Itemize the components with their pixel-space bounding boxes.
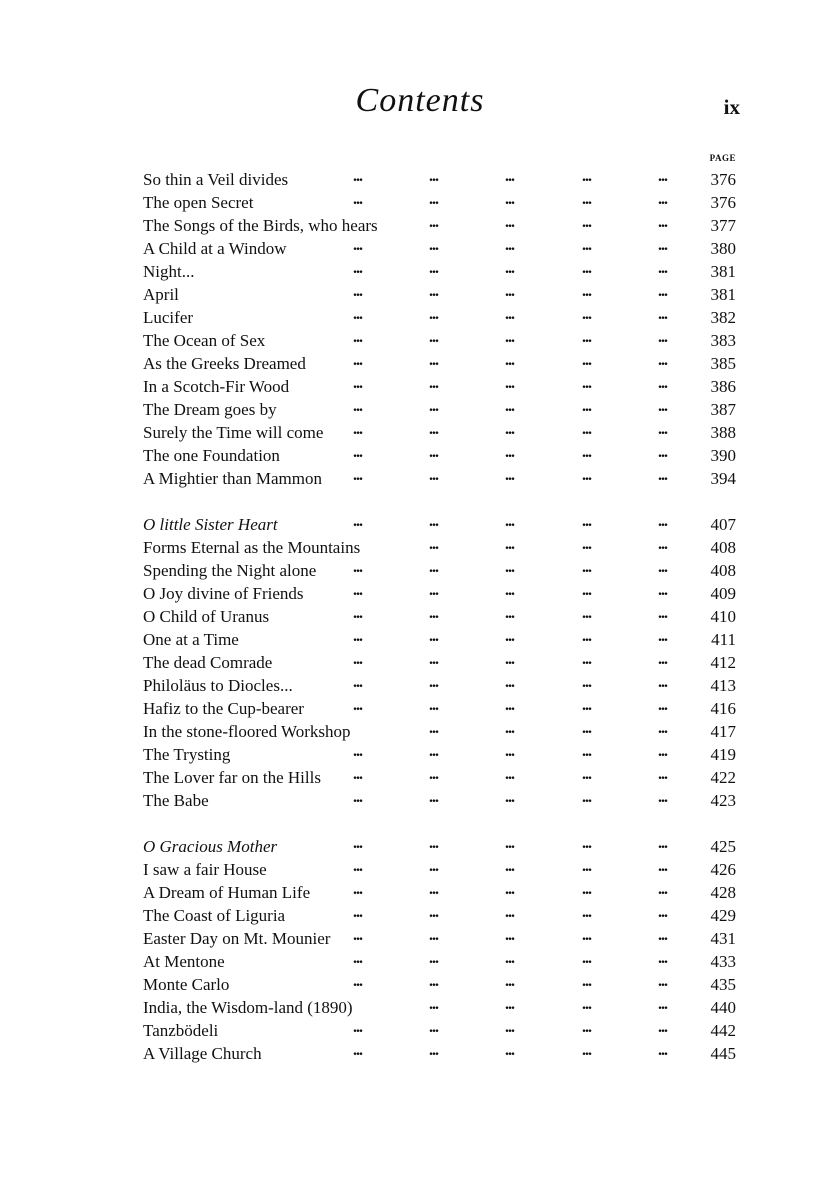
leader-dots: ... [658, 237, 667, 254]
leader-dots: ... [353, 835, 362, 852]
toc-entry-page: 442 [710, 1021, 736, 1040]
toc-entry [143, 398, 736, 421]
leader-dots: ... [658, 352, 667, 369]
leader-dots: ... [505, 329, 514, 346]
leader-dots: ... [429, 168, 438, 185]
toc-entry [143, 513, 736, 536]
leader-dots: ... [353, 375, 362, 392]
toc-entry [143, 237, 736, 260]
leader-dots: ... [658, 605, 667, 622]
toc-entry-page: 377 [710, 216, 736, 235]
leader-dots: ... [353, 168, 362, 185]
toc-entry-title: Tanzbödeli [143, 1021, 219, 1040]
leader-dots: ... [429, 720, 438, 737]
leader-dots: ... [505, 743, 514, 760]
leader-dots: ... [429, 582, 438, 599]
leader-dots: ... [658, 720, 667, 737]
toc-entry-page: 376 [710, 170, 736, 189]
leader-dots: ... [582, 766, 591, 783]
toc-entry-title: At Mentone [143, 952, 225, 971]
toc-entry [143, 927, 736, 950]
toc-entry-title: O Child of Uranus [143, 607, 270, 626]
toc-entry-page: 413 [710, 676, 736, 695]
toc-entry-title: Hafiz to the Cup-bearer [143, 699, 304, 718]
leader-dots: ... [353, 674, 362, 691]
toc-entry-page: 410 [710, 607, 736, 626]
toc-entry [143, 904, 736, 927]
toc-entry [143, 375, 736, 398]
page-number: ix [723, 95, 740, 119]
toc-entry-page: 376 [710, 193, 736, 212]
toc-entry [143, 789, 736, 812]
toc-entry-page: 433 [710, 952, 736, 971]
leader-dots: ... [658, 743, 667, 760]
leader-dots: ... [658, 582, 667, 599]
toc-entry-title: Easter Day on Mt. Mounier [143, 929, 331, 948]
leader-dots: ... [353, 766, 362, 783]
toc-entry-page: 380 [710, 239, 736, 258]
leader-dots: ... [582, 283, 591, 300]
leader-dots: ... [429, 996, 438, 1013]
leader-dots: ... [658, 927, 667, 944]
leader-dots: ... [582, 789, 591, 806]
toc-entry [143, 467, 736, 490]
toc-entry-title: The Babe [143, 791, 209, 810]
leader-dots: ... [582, 191, 591, 208]
toc-entry [143, 835, 736, 858]
leader-dots: ... [505, 996, 514, 1013]
toc-section-3 [143, 835, 736, 1065]
leader-dots: ... [505, 421, 514, 438]
leader-dots: ... [505, 306, 514, 323]
leader-dots: ... [429, 352, 438, 369]
leader-dots: ... [353, 467, 362, 484]
toc-entry-title: O little Sister Heart [143, 515, 278, 534]
toc-entry-page: 411 [711, 630, 736, 649]
leader-dots: ... [658, 283, 667, 300]
toc-entry [143, 674, 736, 697]
leader-dots: ... [582, 651, 591, 668]
leader-dots: ... [505, 904, 514, 921]
leader-dots: ... [353, 1042, 362, 1059]
leader-dots: ... [505, 651, 514, 668]
leader-dots: ... [505, 628, 514, 645]
toc-entry-page: 388 [710, 423, 736, 442]
toc-entry-page: 428 [710, 883, 736, 902]
toc-entry [143, 1019, 736, 1042]
leader-dots: ... [353, 651, 362, 668]
leader-dots: ... [505, 352, 514, 369]
toc-entry-title: The Lover far on the Hills [143, 768, 321, 787]
toc-entry-page: 425 [710, 837, 736, 856]
leader-dots: ... [429, 329, 438, 346]
toc-entry-page: 386 [710, 377, 736, 396]
toc-entry-title: Forms Eternal as the Mountains [143, 538, 361, 557]
leader-dots: ... [505, 1019, 514, 1036]
leader-dots: ... [353, 1019, 362, 1036]
leader-dots: ... [582, 1019, 591, 1036]
leader-dots: ... [582, 398, 591, 415]
leader-dots: ... [582, 559, 591, 576]
leader-dots: ... [505, 720, 514, 737]
toc-entry-title: Night... [143, 262, 195, 281]
leader-dots: ... [658, 628, 667, 645]
leader-dots: ... [353, 605, 362, 622]
leader-dots: ... [582, 628, 591, 645]
leader-dots: ... [658, 1042, 667, 1059]
leader-dots: ... [353, 398, 362, 415]
toc-entry [143, 214, 736, 237]
leader-dots: ... [429, 766, 438, 783]
toc-entry-title: Monte Carlo [143, 975, 230, 994]
toc-entry-page: 419 [710, 745, 736, 764]
toc-entry-title: O Gracious Mother [143, 837, 278, 856]
toc-entry [143, 628, 736, 651]
toc-entry-page: 412 [710, 653, 736, 672]
leader-dots: ... [658, 789, 667, 806]
leader-dots: ... [429, 697, 438, 714]
toc-entry [143, 743, 736, 766]
leader-dots: ... [658, 674, 667, 691]
leader-dots: ... [658, 536, 667, 553]
toc-entry-page: 407 [710, 515, 736, 534]
toc-entry [143, 651, 736, 674]
toc-entry [143, 697, 736, 720]
leader-dots: ... [658, 766, 667, 783]
leader-dots: ... [353, 582, 362, 599]
toc-entry [143, 306, 736, 329]
leader-dots: ... [353, 881, 362, 898]
leader-dots: ... [582, 214, 591, 231]
leader-dots: ... [658, 697, 667, 714]
leader-dots: ... [505, 191, 514, 208]
leader-dots: ... [429, 375, 438, 392]
leader-dots: ... [429, 421, 438, 438]
toc-entry-title: Lucifer [143, 308, 194, 327]
leader-dots: ... [582, 444, 591, 461]
leader-dots: ... [658, 329, 667, 346]
leader-dots: ... [353, 260, 362, 277]
leader-dots: ... [582, 720, 591, 737]
leader-dots: ... [582, 467, 591, 484]
leader-dots: ... [505, 835, 514, 852]
leader-dots: ... [353, 628, 362, 645]
toc-entry [143, 973, 736, 996]
leader-dots: ... [658, 950, 667, 967]
leader-dots: ... [429, 306, 438, 323]
leader-dots: ... [505, 559, 514, 576]
leader-dots: ... [582, 352, 591, 369]
toc-entry-title: O Joy divine of Friends [143, 584, 304, 603]
toc-entry-page: 408 [710, 561, 736, 580]
leader-dots: ... [429, 743, 438, 760]
leader-dots: ... [429, 835, 438, 852]
leader-dots: ... [353, 559, 362, 576]
leader-dots: ... [582, 536, 591, 553]
toc-entry-title: The Dream goes by [143, 400, 277, 419]
leader-dots: ... [505, 674, 514, 691]
leader-dots: ... [582, 996, 591, 1013]
leader-dots: ... [429, 789, 438, 806]
toc-entry-title: In a Scotch-Fir Wood [143, 377, 290, 396]
leader-dots: ... [429, 858, 438, 875]
leader-dots: ... [505, 444, 514, 461]
leader-dots: ... [353, 743, 362, 760]
toc-entry-page: 435 [710, 975, 736, 994]
leader-dots: ... [582, 329, 591, 346]
toc-entry [143, 421, 736, 444]
leader-dots: ... [505, 582, 514, 599]
leader-dots: ... [582, 306, 591, 323]
leader-dots: ... [582, 375, 591, 392]
leader-dots: ... [582, 743, 591, 760]
leader-dots: ... [505, 1042, 514, 1059]
toc-entry-title: April [143, 285, 179, 304]
leader-dots: ... [505, 950, 514, 967]
leader-dots: ... [505, 513, 514, 530]
leader-dots: ... [658, 467, 667, 484]
leader-dots: ... [658, 996, 667, 1013]
leader-dots: ... [353, 973, 362, 990]
toc-entry-page: 423 [710, 791, 736, 810]
leader-dots: ... [353, 306, 362, 323]
leader-dots: ... [658, 904, 667, 921]
page-column-label: PAGE [709, 153, 736, 163]
toc-entry-page: 429 [710, 906, 736, 925]
toc-entry-page: 382 [710, 308, 736, 327]
toc-entry-page: 383 [710, 331, 736, 350]
toc-entry-page: 381 [710, 285, 736, 304]
leader-dots: ... [658, 191, 667, 208]
toc-entry-page: 416 [710, 699, 736, 718]
toc-entry-page: 409 [710, 584, 736, 603]
leader-dots: ... [658, 444, 667, 461]
leader-dots: ... [658, 168, 667, 185]
leader-dots: ... [658, 559, 667, 576]
toc-entry-title: Surely the Time will come [143, 423, 324, 442]
toc-entry-title: The Trysting [143, 745, 231, 764]
toc-entry [143, 260, 736, 283]
leader-dots: ... [505, 168, 514, 185]
toc-entry-title: The Songs of the Birds, who hears [143, 216, 378, 235]
leader-dots: ... [505, 536, 514, 553]
leader-dots: ... [658, 858, 667, 875]
leader-dots: ... [353, 421, 362, 438]
leader-dots: ... [353, 283, 362, 300]
leader-dots: ... [353, 950, 362, 967]
toc-entry-title: A Child at a Window [143, 239, 287, 258]
leader-dots: ... [658, 881, 667, 898]
leader-dots: ... [658, 398, 667, 415]
leader-dots: ... [429, 191, 438, 208]
leader-dots: ... [582, 168, 591, 185]
leader-dots: ... [505, 467, 514, 484]
toc-entry-page: 440 [710, 998, 736, 1017]
toc-entry [143, 1042, 736, 1065]
toc-entry-title: The Coast of Liguria [143, 906, 286, 925]
leader-dots: ... [582, 582, 591, 599]
toc-entry-page: 445 [710, 1044, 736, 1063]
toc-entry-page: 408 [710, 538, 736, 557]
leader-dots: ... [582, 904, 591, 921]
toc-entry-page: 417 [710, 722, 736, 741]
leader-dots: ... [429, 467, 438, 484]
leader-dots: ... [505, 237, 514, 254]
leader-dots: ... [658, 1019, 667, 1036]
toc-entry [143, 996, 736, 1019]
leader-dots: ... [505, 214, 514, 231]
leader-dots: ... [429, 1019, 438, 1036]
leader-dots: ... [582, 858, 591, 875]
leader-dots: ... [505, 605, 514, 622]
toc-entry [143, 559, 736, 582]
toc-entry-title: Philoläus to Diocles... [143, 676, 293, 695]
toc-entry [143, 536, 736, 559]
toc-entry [143, 168, 736, 191]
leader-dots: ... [353, 329, 362, 346]
toc-entry-title: So thin a Veil divides [143, 170, 289, 189]
toc-entry [143, 191, 736, 214]
leader-dots: ... [429, 904, 438, 921]
leader-dots: ... [505, 973, 514, 990]
toc-section-2 [143, 513, 736, 812]
leader-dots: ... [429, 283, 438, 300]
leader-dots: ... [505, 260, 514, 277]
leader-dots: ... [505, 375, 514, 392]
toc-entry-page: 422 [710, 768, 736, 787]
toc-entry-page: 387 [710, 400, 736, 419]
toc-entry [143, 720, 736, 743]
leader-dots: ... [505, 789, 514, 806]
leader-dots: ... [582, 697, 591, 714]
leader-dots: ... [582, 1042, 591, 1059]
toc-entry-title: One at a Time [143, 630, 239, 649]
leader-dots: ... [505, 858, 514, 875]
leader-dots: ... [582, 260, 591, 277]
leader-dots: ... [505, 766, 514, 783]
toc-entry [143, 605, 736, 628]
leader-dots: ... [658, 306, 667, 323]
leader-dots: ... [429, 651, 438, 668]
toc-entry [143, 881, 736, 904]
leader-dots: ... [582, 835, 591, 852]
toc-entry [143, 283, 736, 306]
toc-entry-page: 390 [710, 446, 736, 465]
leader-dots: ... [658, 651, 667, 668]
leader-dots: ... [353, 789, 362, 806]
leader-dots: ... [429, 973, 438, 990]
toc-entry-page: 381 [710, 262, 736, 281]
leader-dots: ... [429, 260, 438, 277]
leader-dots: ... [582, 237, 591, 254]
leader-dots: ... [429, 674, 438, 691]
leader-dots: ... [505, 283, 514, 300]
leader-dots: ... [353, 513, 362, 530]
leader-dots: ... [429, 881, 438, 898]
leader-dots: ... [429, 950, 438, 967]
page-title: Contents [355, 82, 485, 119]
toc-entry-title: The one Foundation [143, 446, 280, 465]
leader-dots: ... [429, 237, 438, 254]
toc-entry [143, 352, 736, 375]
leader-dots: ... [353, 858, 362, 875]
leader-dots: ... [353, 191, 362, 208]
leader-dots: ... [582, 421, 591, 438]
leader-dots: ... [505, 927, 514, 944]
leader-dots: ... [429, 1042, 438, 1059]
toc-entry [143, 858, 736, 881]
leader-dots: ... [429, 536, 438, 553]
toc-entry-title: I saw a fair House [143, 860, 267, 879]
toc-entry-page: 431 [710, 929, 736, 948]
leader-dots: ... [582, 950, 591, 967]
leader-dots: ... [582, 973, 591, 990]
toc-entry [143, 329, 736, 352]
toc-entry [143, 582, 736, 605]
toc-entry-page: 385 [710, 354, 736, 373]
toc-entry-title: Spending the Night alone [143, 561, 317, 580]
toc-entry-title: A Dream of Human Life [143, 883, 311, 902]
leader-dots: ... [353, 444, 362, 461]
toc-entry-page: 426 [710, 860, 736, 879]
leader-dots: ... [582, 513, 591, 530]
leader-dots: ... [505, 881, 514, 898]
leader-dots: ... [429, 559, 438, 576]
toc-entry-title: The dead Comrade [143, 653, 273, 672]
leader-dots: ... [429, 605, 438, 622]
toc-entry-title: India, the Wisdom-land (1890) [143, 998, 353, 1017]
leader-dots: ... [582, 881, 591, 898]
toc-entry [143, 950, 736, 973]
leader-dots: ... [353, 697, 362, 714]
leader-dots: ... [582, 605, 591, 622]
toc-entry-title: In the stone-floored Workshop [143, 722, 351, 741]
leader-dots: ... [429, 214, 438, 231]
leader-dots: ... [429, 398, 438, 415]
leader-dots: ... [658, 835, 667, 852]
toc-entry-title: The open Secret [143, 193, 254, 212]
leader-dots: ... [658, 260, 667, 277]
leader-dots: ... [429, 628, 438, 645]
leader-dots: ... [658, 513, 667, 530]
leader-dots: ... [429, 513, 438, 530]
toc-entry-title: As the Greeks Dreamed [143, 354, 306, 373]
toc-entry-title: The Ocean of Sex [143, 331, 266, 350]
leader-dots: ... [353, 904, 362, 921]
toc-entry-title: A Mightier than Mammon [143, 469, 322, 488]
leader-dots: ... [658, 973, 667, 990]
toc-section-1 [143, 168, 736, 490]
leader-dots: ... [353, 237, 362, 254]
leader-dots: ... [353, 927, 362, 944]
leader-dots: ... [505, 398, 514, 415]
leader-dots: ... [658, 214, 667, 231]
toc-entry [143, 444, 736, 467]
toc-entry-page: 394 [710, 469, 736, 488]
leader-dots: ... [658, 375, 667, 392]
leader-dots: ... [429, 444, 438, 461]
leader-dots: ... [353, 352, 362, 369]
toc-entry [143, 766, 736, 789]
leader-dots: ... [582, 674, 591, 691]
leader-dots: ... [582, 927, 591, 944]
leader-dots: ... [505, 697, 514, 714]
toc-entry-title: A Village Church [143, 1044, 262, 1063]
leader-dots: ... [658, 421, 667, 438]
leader-dots: ... [429, 927, 438, 944]
